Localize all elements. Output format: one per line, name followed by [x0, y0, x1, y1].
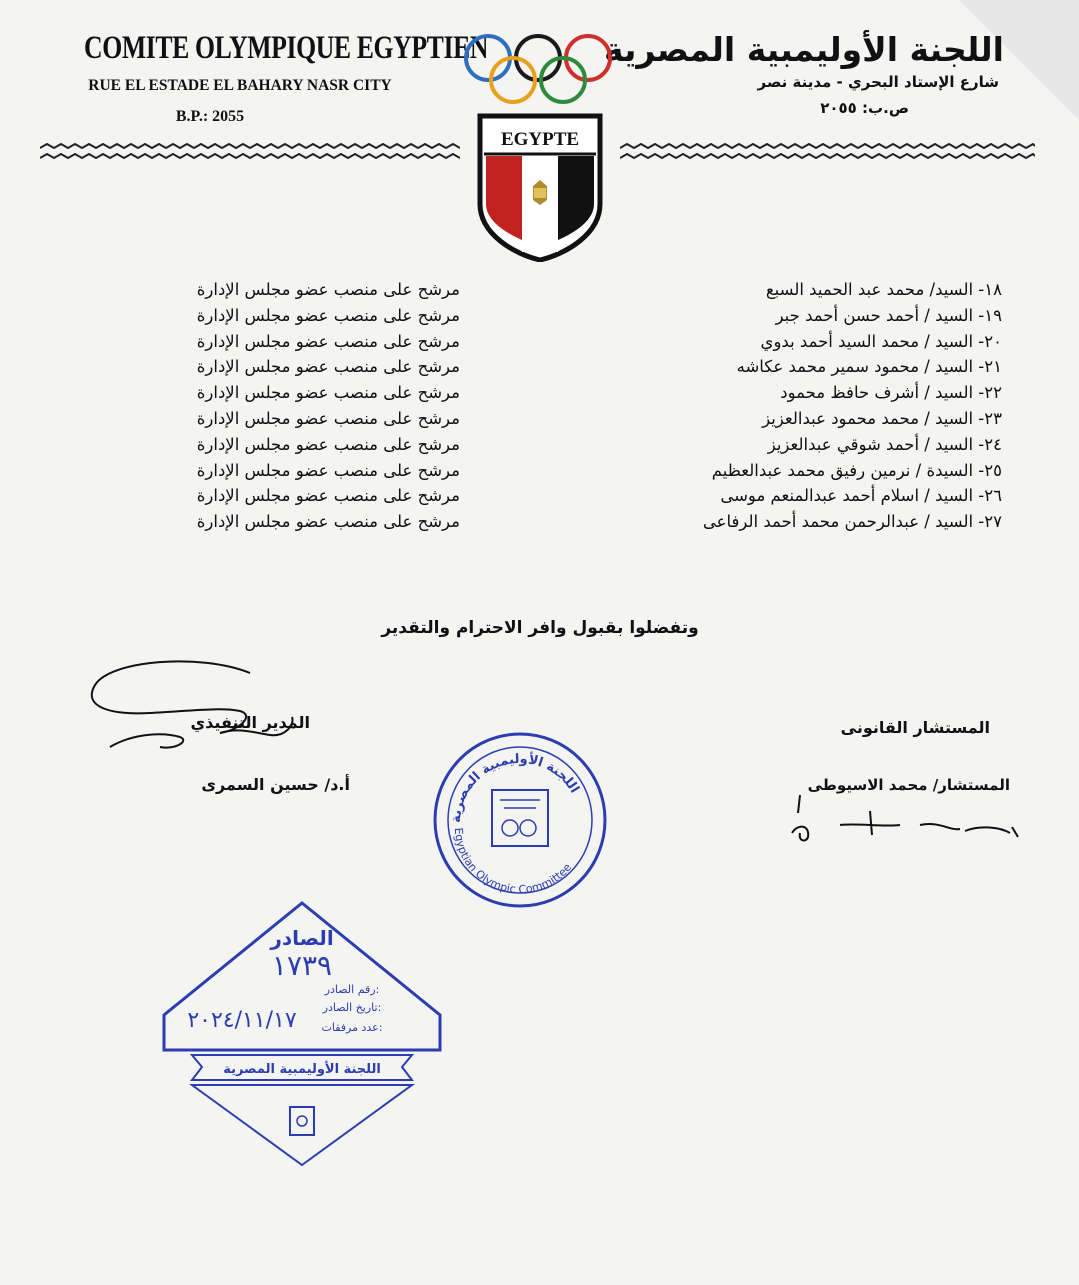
stamp-number-label: رقم الصادر:: [324, 983, 380, 996]
po-box-french: B.P.: 2055: [175, 108, 245, 125]
list-item: [40, 383, 1020, 409]
candidate-position: مرشح على منصب عضو مجلس الإدارة: [196, 357, 460, 377]
candidate-position: مرشح على منصب عضو مجلس الإدارة: [196, 383, 460, 403]
candidate-name: ٢٥- السيدة / نرمين رفيق محمد عبدالعظيم: [711, 460, 1002, 480]
letterhead-french: [40, 30, 489, 126]
org-name-french: COMITE OLYMPIQUE EGYPTIEN: [84, 30, 489, 66]
org-name-arabic: اللجنة الأوليمبية المصرية: [603, 30, 1004, 69]
candidate-position: مرشح على منصب عضو مجلس الإدارة: [196, 460, 460, 480]
letterhead-arabic: [603, 30, 1059, 117]
olympic-rings-icon: [458, 30, 618, 110]
handwritten-signature-right: [780, 785, 1030, 850]
candidate-name: ٢٢- السيد / أشرف حافظ محمود: [780, 383, 1002, 403]
list-item: [40, 435, 1020, 461]
stamp-date-label: تاريخ الصادر:: [322, 1001, 382, 1014]
list-item: [40, 306, 1020, 332]
po-box-arabic: ص.ب: ٢٠٥٥: [820, 99, 909, 117]
candidate-position: مرشح على منصب عضو مجلس الإدارة: [196, 280, 460, 299]
candidate-name: ١٨- السيد/ محمد عبد الحميد السبع: [765, 280, 1002, 299]
list-item: [40, 461, 1020, 487]
candidate-name: ٢٤- السيد / أحمد شوقي عبدالعزيز: [767, 434, 1002, 454]
candidate-name: ٢١- السيد / محمود سمير محمد عكاشه: [736, 357, 1002, 377]
round-committee-seal: [430, 728, 610, 913]
org-address-arabic: شارع الإستاد البحري - مدينة نصر: [757, 73, 999, 91]
candidate-position: مرشح على منصب عضو مجلس الإدارة: [196, 331, 460, 351]
candidate-name: ٢٠- السيد / محمد السيد أحمد بدوي: [760, 331, 1002, 351]
list-item: [40, 486, 1020, 512]
candidate-position: مرشح على منصب عضو مجلس الإدارة: [196, 486, 460, 506]
legal-advisor-name: المستشار/ محمد الاسيوطى: [807, 776, 1010, 794]
candidate-position: مرشح على منصب عضو مجلس الإدارة: [196, 305, 460, 325]
candidate-name: ٢٦- السيد / اسلام أحمد عبدالمنعم موسى: [720, 486, 1002, 506]
candidate-position: مرشح على منصب عضو مجلس الإدارة: [196, 512, 460, 532]
stamp-title: الصادر: [270, 926, 334, 950]
candidate-name: ٢٣- السيد / محمد محمود عبدالعزيز: [762, 408, 1002, 428]
candidate-name: ١٩- السيد / أحمد حسن أحمد جبر: [775, 305, 1002, 325]
list-item: [40, 357, 1020, 383]
candidate-position: مرشح على منصب عضو مجلس الإدارة: [196, 408, 460, 428]
org-address-french: RUE EL ESTADE EL BAHARY NASR CITY: [88, 77, 392, 94]
candidate-list: [40, 280, 1020, 538]
stamp-org-banner: اللجنة الأوليمبية المصرية: [223, 1062, 381, 1077]
candidate-name: ٢٧- السيد / عبدالرحمن محمد أحمد الرفاعى: [702, 512, 1002, 532]
list-item: [40, 512, 1020, 538]
list-item: [40, 280, 1020, 306]
outgoing-registration-stamp: [152, 895, 452, 1175]
executive-director-name: أ.د/ حسين السمرى: [201, 775, 350, 794]
stamp-attachments-label: عدد مرفقات:: [321, 1021, 383, 1034]
zigzag-rule-right: [620, 143, 1035, 161]
seal-arabic-text: اللجنة الأوليمبية المصرية: [448, 751, 582, 824]
legal-advisor-title: المستشار القانونى: [840, 718, 990, 737]
list-item: [40, 332, 1020, 358]
list-item: [40, 409, 1020, 435]
candidate-position: مرشح على منصب عضو مجلس الإدارة: [196, 434, 460, 454]
seal-english-text: Egyptian Olympic Committee: [451, 827, 575, 897]
stamp-date: ٢٠٢٤/١١/١٧: [187, 1008, 297, 1033]
shield-label: EGYPTE: [500, 129, 580, 150]
executive-director-title: المدير التنفيذي: [190, 713, 310, 732]
egypt-shield-emblem: [476, 112, 604, 262]
handwritten-signature-left: [70, 655, 330, 765]
stamp-number: ١٧٣٩: [271, 949, 333, 982]
zigzag-rule-left: [40, 143, 460, 161]
closing-line: وتفضلوا بقبول وافر الاحترام والتقدير: [381, 618, 699, 638]
